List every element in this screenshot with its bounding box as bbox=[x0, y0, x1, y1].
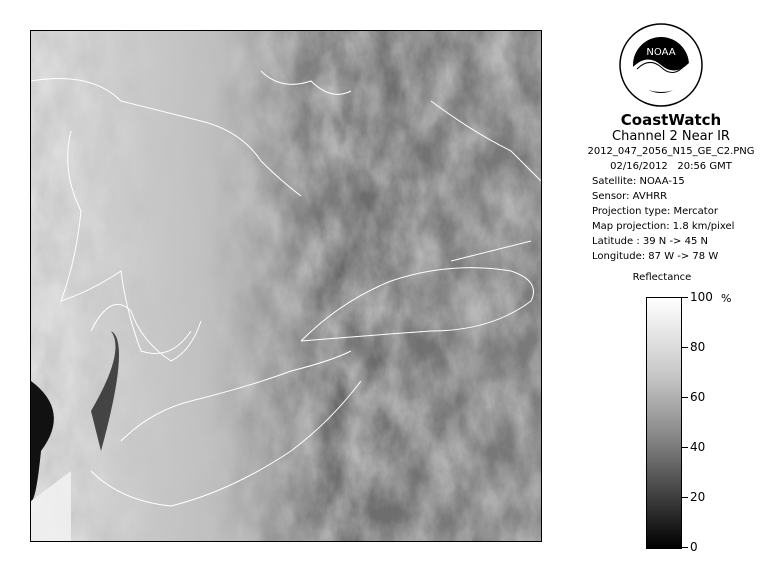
colorbar-title: Reflectance bbox=[632, 272, 692, 283]
colorbar-tick-label: 0 bbox=[690, 540, 698, 554]
sensor-label: Sensor: AVHRR bbox=[592, 191, 668, 202]
projection-type-label: Projection type: Mercator bbox=[592, 206, 718, 217]
colorbar-tick bbox=[682, 297, 688, 298]
channel-label: Channel 2 Near IR bbox=[612, 129, 730, 144]
colorbar-tick-label: 20 bbox=[690, 490, 706, 504]
satellite-imagery-svg bbox=[31, 31, 542, 542]
colorbar-tick bbox=[682, 547, 688, 548]
colorbar-gradient bbox=[646, 297, 682, 549]
noaa-logo bbox=[619, 23, 703, 107]
map-projection-label: Map projection: 1.8 km/pixel bbox=[592, 221, 735, 232]
longitude-label: Longitude: 87 W -> 78 W bbox=[592, 251, 719, 262]
app-title: CoastWatch bbox=[620, 111, 722, 129]
noaa-logo-svg bbox=[619, 23, 703, 107]
filename-label: 2012_047_2056_N15_GE_C2.PNG bbox=[587, 146, 755, 157]
date-value: 02/16/2012 bbox=[610, 161, 668, 172]
colorbar-tick bbox=[682, 347, 688, 348]
colorbar-tick-label: 80 bbox=[690, 340, 706, 354]
cloud-texture bbox=[31, 31, 542, 542]
latitude-label: Latitude : 39 N -> 45 N bbox=[592, 236, 708, 247]
satellite-image bbox=[30, 30, 542, 542]
time-value: 20:56 GMT bbox=[677, 161, 732, 172]
info-panel bbox=[566, 111, 776, 264]
colorbar-tick-label: 40 bbox=[690, 440, 706, 454]
colorbar-tick bbox=[682, 447, 688, 448]
colorbar-units: % bbox=[721, 292, 732, 305]
logo-text: NOAA bbox=[646, 47, 676, 58]
colorbar-tick bbox=[682, 497, 688, 498]
colorbar-tick-label: 100 bbox=[690, 290, 713, 304]
datetime-label bbox=[566, 159, 776, 174]
colorbar-tick bbox=[682, 397, 688, 398]
colorbar-tick-label: 60 bbox=[690, 390, 706, 404]
satellite-label: Satellite: NOAA-15 bbox=[592, 176, 685, 187]
